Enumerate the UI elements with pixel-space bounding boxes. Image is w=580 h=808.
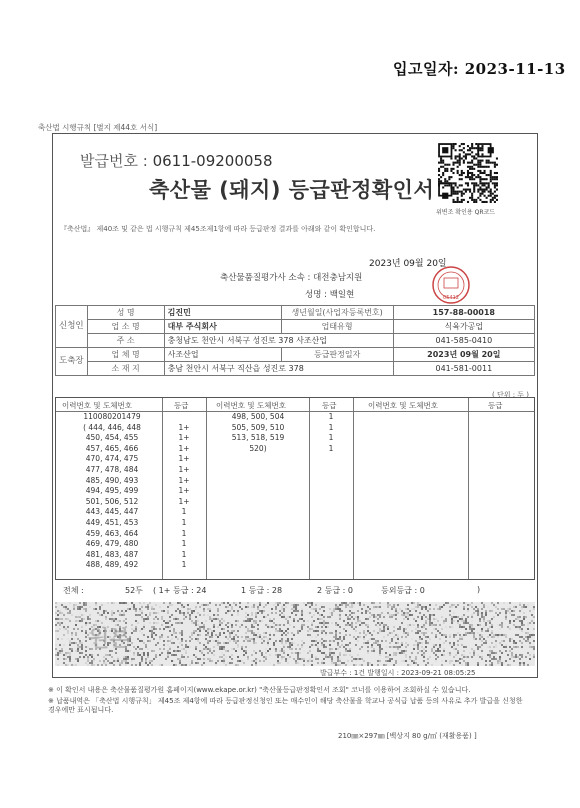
col2-grades: [311, 412, 351, 454]
column-divider: [353, 398, 354, 579]
grading-date-label: 등급판정일자: [281, 348, 393, 362]
grade-value: 1+: [178, 443, 190, 453]
trace-number: 459, 463, 464: [85, 528, 139, 538]
grade-value: 1: [328, 412, 334, 421]
trace-number: 513, 518, 519: [231, 433, 285, 443]
biz-no: 157-88-00018: [393, 306, 534, 320]
grade-value: 1+: [178, 486, 190, 496]
info-table: [55, 305, 535, 376]
header-number-1: 이력번호 및 도체번호: [62, 401, 132, 410]
grade-value: 1: [328, 433, 334, 443]
col1-numbers: [64, 412, 160, 571]
receipt-date-stamp: 입고일자: 2023-11-13: [393, 60, 566, 78]
grade-value: 1: [181, 549, 187, 559]
header-grade-1: 등급: [174, 401, 189, 410]
original-watermark: 원본: [88, 627, 131, 652]
slaughterhouse-name-label: 업 체 명: [87, 348, 164, 362]
totals-2: 2 등급 : 0: [317, 586, 353, 595]
applicant-name: 김진민: [164, 306, 281, 320]
totals-1: 1 등급 : 28: [241, 586, 283, 595]
grade-value: 1+: [178, 496, 190, 506]
grade-table: [55, 397, 535, 580]
grade-value: 1: [181, 560, 187, 570]
issue-meta: 발급부수 : 1건 발행일시 : 2023-09-21 08:05:25: [320, 669, 476, 677]
slaughterhouse-section-label: 도축장: [56, 348, 88, 376]
trace-number: 488, 489, 492: [85, 560, 139, 570]
address-label: 주 소: [87, 334, 164, 348]
grader-organization: 축산물품질평가사 소속 : 대전충남지원: [220, 273, 363, 283]
column-divider: [309, 398, 310, 579]
issue-number: [80, 150, 273, 171]
trace-number: 481, 483, 487: [85, 549, 139, 559]
location-label: 소 재 지: [87, 362, 164, 376]
trace-number: 505, 509, 510: [231, 422, 285, 432]
notes: [48, 686, 528, 715]
trace-number: 485, 490, 493: [85, 475, 139, 485]
header-grade-3: 등급: [488, 401, 503, 410]
grade-value: 1: [181, 528, 187, 538]
paper-spec: 210㎜×297㎜ [백상지 80 g/㎡ (재활용품) ]: [338, 732, 477, 740]
slaughterhouse-location: 충남 천안시 서북구 직산읍 성진로 378: [164, 362, 393, 376]
business-type-label: 업태유형: [281, 320, 393, 334]
issue-number-label: 발급번호 :: [80, 152, 148, 170]
name-label: 성 명: [87, 306, 164, 320]
trace-number: 450, 454, 455: [85, 433, 139, 443]
grading-date: 2023년 09월 20일: [393, 348, 534, 362]
header-grade-2: 등급: [322, 401, 337, 410]
trace-number: 477, 478, 484: [85, 464, 139, 474]
slaughterhouse-phone: 041-581-0011: [393, 362, 534, 376]
col2-numbers: [208, 412, 308, 454]
grade-value: 1: [181, 539, 187, 549]
applicant-address: 충청남도 천안시 서북구 성진로 378 사조산업: [164, 334, 393, 348]
trace-number: 110080201479: [83, 412, 141, 421]
trace-number: 501, 506, 512: [85, 496, 139, 506]
trace-number: 443, 445, 447: [85, 507, 139, 517]
grade-value: [164, 412, 204, 423]
column-divider: [468, 398, 469, 579]
col1-grades: [164, 412, 204, 571]
grade-value: 1+: [178, 475, 190, 485]
grade-value: 1: [328, 422, 334, 432]
form-reference: 축산법 시행규칙 [별지 제44호 서식]: [38, 123, 158, 132]
company-label: 업 소 명: [87, 320, 164, 334]
trace-number: ( 444, 446, 448: [83, 422, 141, 432]
grade-value: 1+: [178, 464, 190, 474]
totals-close: ): [477, 585, 481, 594]
note-2: ※ 납품내역은 「축산법 시행규칙」 제45조 제4항에 따라 등급판정신청인 또는 매수인이 해당 축산물을 학교나 공식급 납품 등의 사유로 추가 발급을 신청한 경우에만 표시됩니다.: [48, 697, 523, 714]
trace-number: 498, 500, 504: [231, 412, 285, 421]
note-1: ※ 이 확인서 내용은 축산물품질평가원 홈페이지(www.ekape.or.kr) "축산물등급판정확인서 조회" 코너를 이용하여 조회하실 수 있습니다.: [48, 686, 471, 694]
biz-no-label: 생년월일(사업자등록번호): [281, 306, 393, 320]
trace-number: 457, 465, 466: [85, 443, 139, 453]
official-seal-icon: [431, 265, 471, 305]
totals-all: 52두: [125, 586, 143, 595]
header-number-3: 이력번호 및 도체번호: [368, 401, 438, 410]
qr-code-icon: [438, 143, 498, 203]
grade-value: 1: [181, 517, 187, 527]
column-divider: [206, 398, 207, 579]
issue-number-value: 0611-09200058: [152, 152, 273, 170]
applicant-section-label: 신청인: [56, 306, 88, 348]
company-name: 대부 주식회사: [164, 320, 281, 334]
trace-number: 469, 479, 480: [85, 539, 139, 549]
seal-number: 05412: [443, 295, 459, 301]
slaughterhouse-name: 사조산업: [164, 348, 281, 362]
qr-caption: 위변조 확인용 QR코드: [436, 209, 496, 216]
trace-number: 470, 474, 475: [85, 454, 139, 464]
document-title: 축산물 (돼지) 등급판정확인서: [149, 178, 435, 202]
grader-name: 성명 : 백일현: [305, 290, 355, 300]
grade-value: 1+: [178, 454, 190, 464]
business-type: 식육가공업: [393, 320, 534, 334]
totals-row: [55, 583, 535, 599]
applicant-phone: 041-585-0410: [393, 334, 534, 348]
totals-1plus: ( 1+ 등급 : 24: [153, 586, 207, 595]
trace-number: 520): [249, 443, 267, 453]
column-divider: [162, 398, 163, 579]
grade-value: 1: [328, 443, 334, 453]
unit-note: ( 단위 : 두 ): [492, 391, 530, 399]
grade-value: 1: [181, 507, 187, 517]
totals-label: 전체 :: [63, 586, 84, 595]
grade-value: 1+: [178, 433, 190, 443]
header-number-2: 이력번호 및 도체번호: [216, 401, 286, 410]
grade-value: 1+: [178, 422, 190, 432]
totals-outside: 등외등급 : 0: [381, 586, 425, 595]
intro-text: 『축산법』 제40조 및 같은 법 시행규칙 제45조제1항에 따라 등급판정 결과를 아래와 같이 확인합니다.: [60, 225, 376, 233]
issue-date: 2023년 09월 20일: [369, 259, 447, 269]
trace-number: 449, 451, 453: [85, 517, 139, 527]
trace-number: 494, 495, 499: [85, 486, 139, 496]
